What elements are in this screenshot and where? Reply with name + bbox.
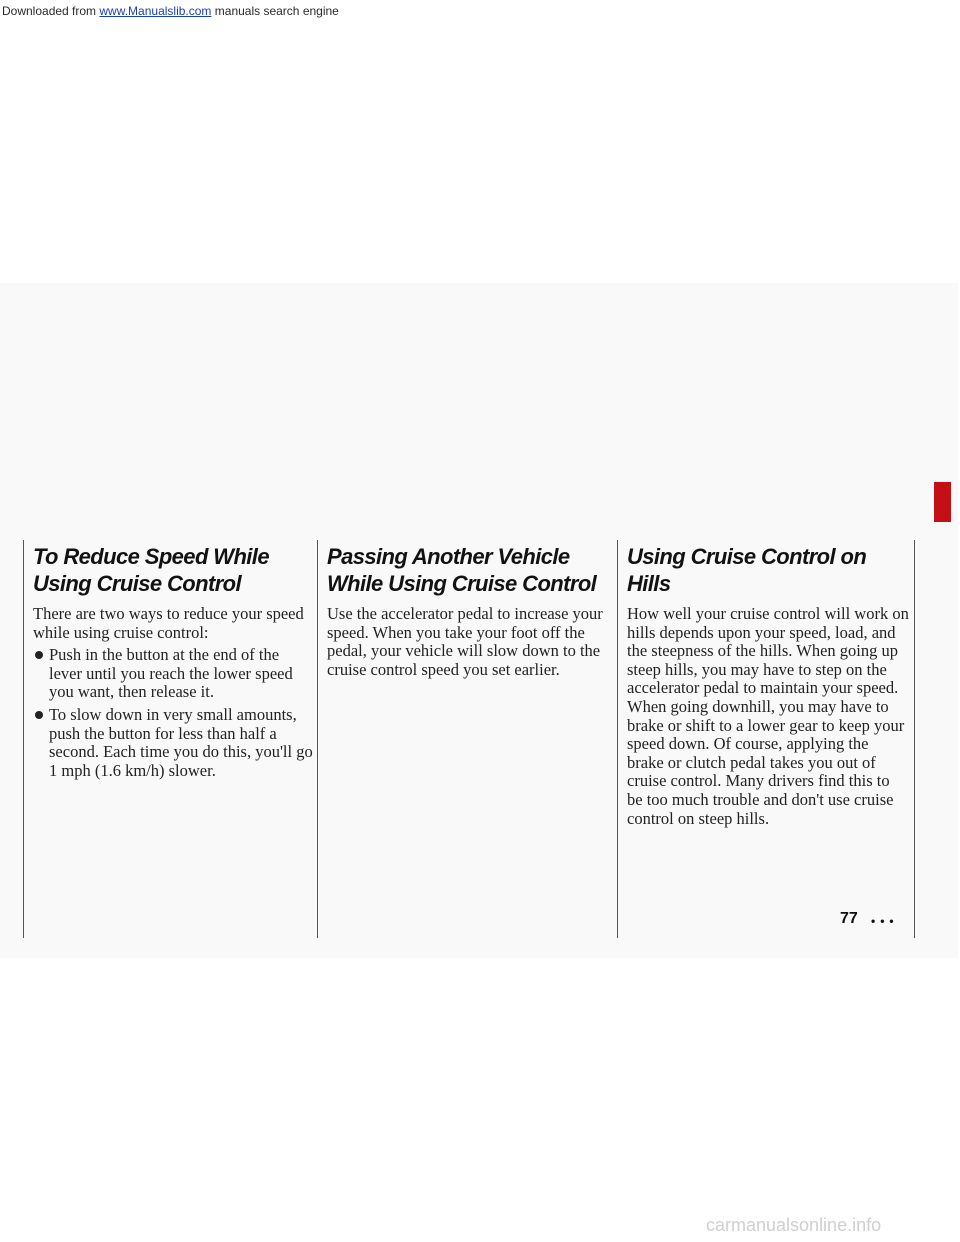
download-notice-suffix: manuals search engine bbox=[211, 4, 339, 18]
column-rule-left bbox=[23, 540, 24, 938]
reduce-speed-list bbox=[33, 646, 313, 780]
list-item-text: To slow down in very small amounts, push the button for less than half a second. Each time you do this, you'll go 1 mph (1.6 km/h) slower. bbox=[49, 704, 313, 780]
list-item-text: Push in the button at the end of the lever until you reach the lower speed you want, then release it. bbox=[49, 645, 293, 702]
reduce-speed-intro: There are two ways to reduce your speed while using cruise control: bbox=[33, 604, 304, 642]
passing-vehicle-body: Use the accelerator pedal to increase your speed. When you take your foot off the pedal, your vehicle will slow down to the cruise control speed you set earlier. bbox=[327, 604, 603, 679]
page-number: 77 bbox=[840, 910, 858, 927]
footer-watermark: carmanualsonline.info bbox=[706, 1215, 882, 1235]
column-reduce-speed bbox=[33, 543, 313, 784]
column-cruise-hills bbox=[627, 543, 909, 828]
column-rule-middle bbox=[317, 540, 318, 938]
list-item bbox=[33, 706, 313, 780]
manualslib-link[interactable]: www.Manualslib.com bbox=[99, 4, 212, 18]
column-rule-right-b bbox=[914, 540, 915, 938]
page-number-dots: ••• bbox=[871, 914, 899, 928]
download-notice bbox=[0, 0, 960, 22]
section-tab-marker bbox=[934, 482, 951, 522]
column-rule-right-a bbox=[617, 540, 618, 938]
list-item bbox=[33, 646, 313, 702]
bullet-icon bbox=[35, 711, 43, 719]
cruise-hills-body: How well your cruise control will work on hills depends upon your speed, load, and the steepness of the hills. When going up steep hills, you may have to step on the accelerator pedal to maintain your speed. When going downhill, you may have to brake or shift to a lower gear to keep your speed down. Of course, applying the brake or clutch pedal takes you out of cruise control. Many drivers find this to be too much trouble and don't use cruise control on steep hills. bbox=[627, 604, 909, 828]
download-notice-prefix: Downloaded from bbox=[2, 4, 100, 18]
bullet-icon bbox=[35, 651, 43, 659]
column-passing-vehicle bbox=[327, 543, 611, 679]
heading-passing-vehicle: Passing Another Vehicle While Using Cruise Control bbox=[327, 544, 597, 596]
heading-reduce-speed: To Reduce Speed While Using Cruise Control bbox=[33, 544, 269, 596]
heading-cruise-hills: Using Cruise Control on Hills bbox=[627, 544, 867, 596]
